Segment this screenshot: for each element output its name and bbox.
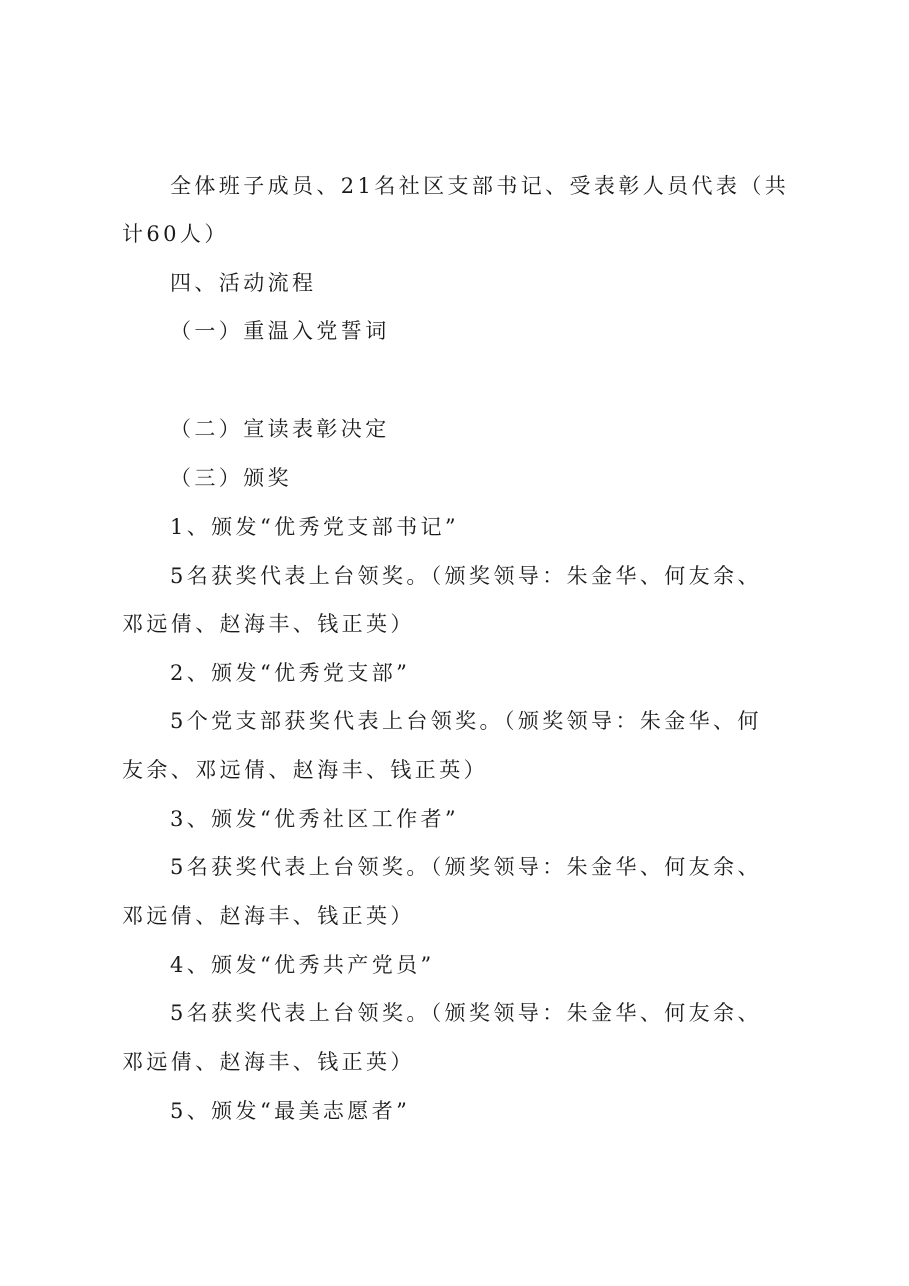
step-3-heading: （三）颁奖	[170, 466, 292, 490]
award-3-title: 3、颁发“优秀社区工作者”	[170, 807, 460, 831]
award-2-desc-line-2: 友余、邓远倩、赵海丰、钱正英）	[122, 758, 488, 782]
award-3-desc-line-1: 5名获奖代表上台领奖。（颁奖领导：朱金华、何友余、	[170, 855, 762, 879]
award-4-desc-line-1: 5名获奖代表上台领奖。（颁奖领导：朱金华、何友余、	[170, 1001, 762, 1025]
award-3-desc-line-2: 邓远倩、赵海丰、钱正英）	[122, 904, 415, 928]
award-1-desc-line-2: 邓远倩、赵海丰、钱正英）	[122, 612, 415, 636]
award-2-title: 2、颁发“优秀党支部”	[170, 661, 411, 685]
award-4-title: 4、颁发“优秀共产党员”	[170, 953, 435, 977]
award-4-desc-line-2: 邓远倩、赵海丰、钱正英）	[122, 1050, 415, 1074]
section-heading-activity-flow: 四、活动流程	[170, 271, 317, 295]
attendees-line-2: 计60人）	[122, 222, 229, 246]
award-1-title: 1、颁发“优秀党支部书记”	[170, 515, 460, 539]
attendees-line-1: 全体班子成员、21名社区支部书记、受表彰人员代表（共	[170, 174, 790, 198]
award-1-desc-line-1: 5名获奖代表上台领奖。（颁奖领导：朱金华、何友余、	[170, 564, 762, 588]
step-2-heading: （二）宣读表彰决定	[170, 417, 390, 441]
award-2-desc-line-1: 5个党支部获奖代表上台领奖。（颁奖领导：朱金华、何	[170, 709, 762, 733]
step-1-heading: （一）重温入党誓词	[170, 319, 390, 343]
award-5-title: 5、颁发“最美志愿者”	[170, 1099, 411, 1123]
